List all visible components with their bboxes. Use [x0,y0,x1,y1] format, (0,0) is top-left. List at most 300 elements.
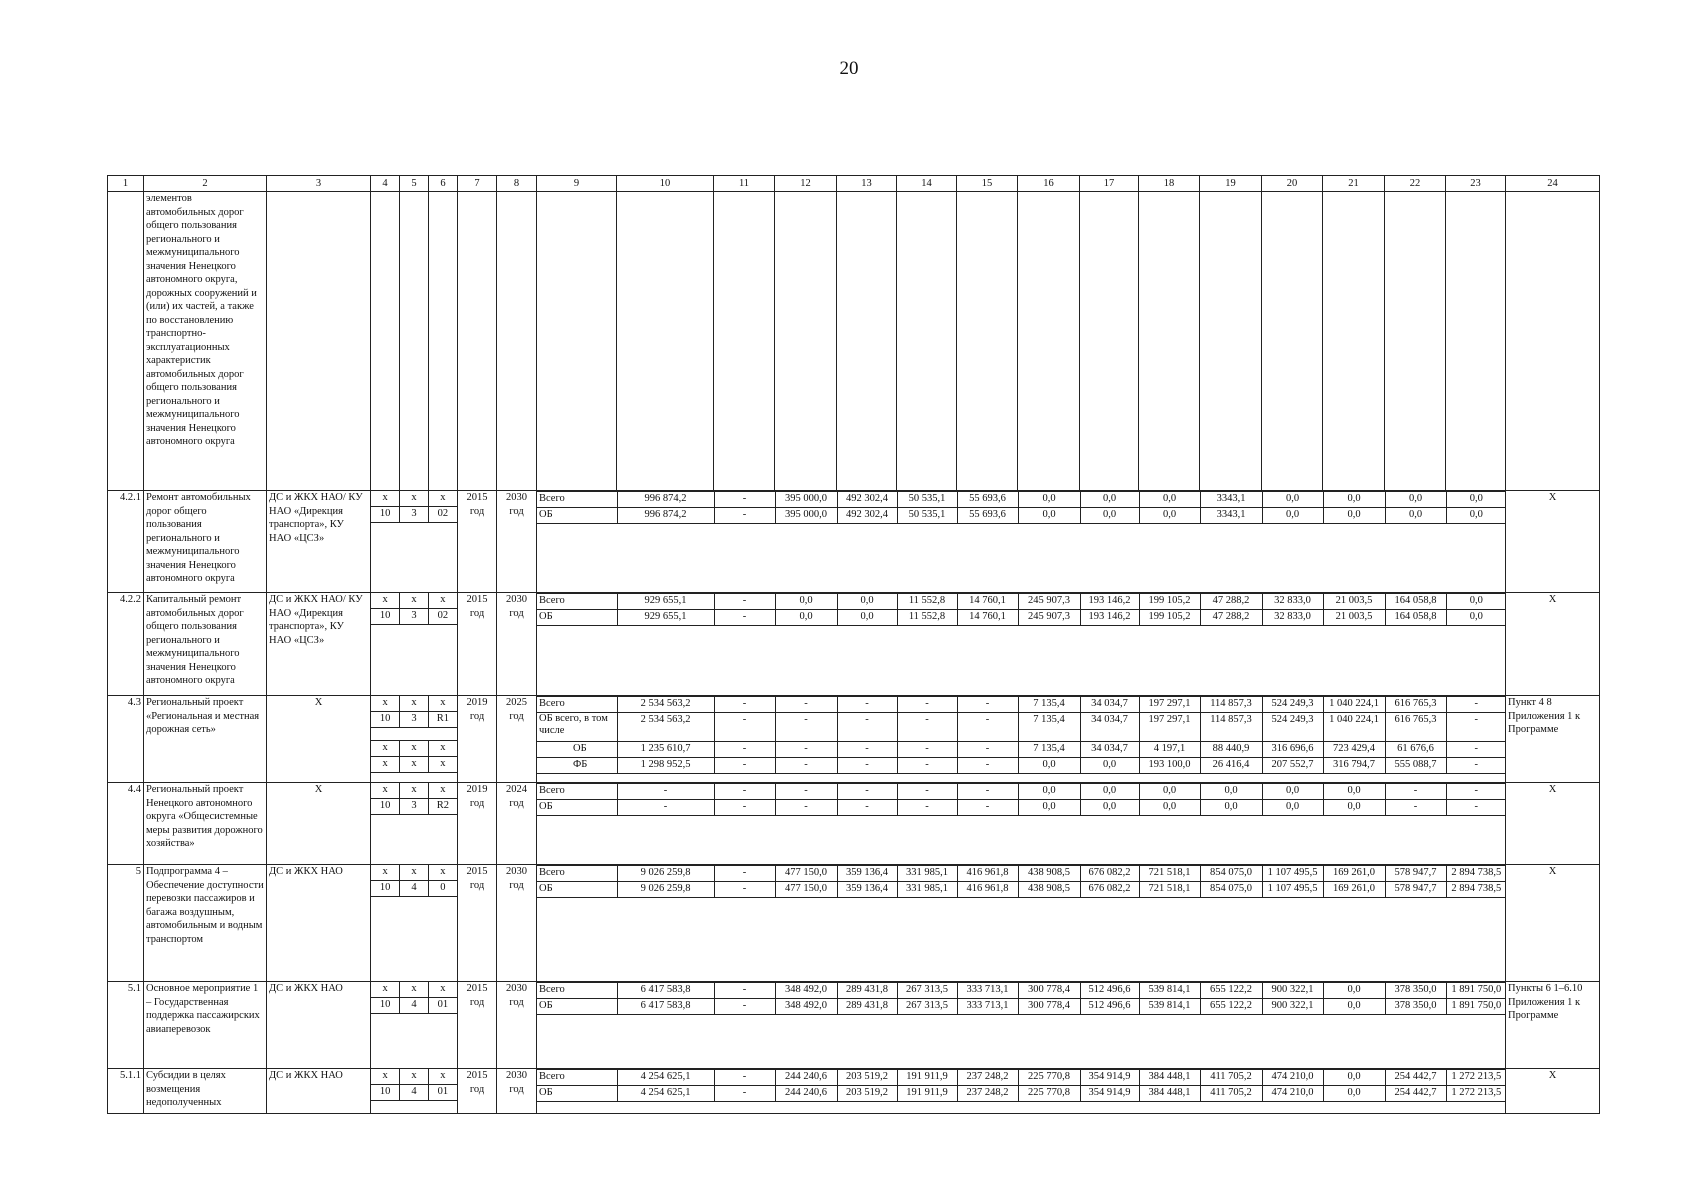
column-header: 3 [267,176,371,192]
page-number: 20 [839,58,859,79]
amount-value: - [957,800,1018,816]
amount-value: 0,0 [1323,983,1385,999]
funding-source-label: Всего [537,983,617,999]
amount-value: 55 693,6 [957,508,1018,524]
amount-value: - [897,800,957,816]
amount-value: - [775,713,837,742]
amount-value: 3343,1 [1200,508,1262,524]
column-header: 10 [617,176,714,192]
end-year: 2030 год [497,865,537,982]
amount-value: 50 535,1 [897,492,957,508]
budget-code: 02 [428,507,457,523]
amount-value: - [897,758,957,774]
amount-value: 555 088,7 [1385,758,1446,774]
amount-value: - [897,784,957,800]
amount-value: 474 210,0 [1262,1086,1323,1102]
amount-value: 477 150,0 [775,866,837,882]
budget-code: х [371,757,400,773]
amount-value: - [714,1086,775,1102]
budget-code: 02 [428,609,457,625]
column-header: 8 [497,176,537,192]
funding-source-label: Всего [537,784,617,800]
amount-value: 11 552,8 [897,594,957,610]
amount-value: - [837,758,897,774]
row-number: 4.2.2 [108,593,144,696]
amount-value: - [714,508,775,524]
amount-value: 0,0 [1200,784,1262,800]
amount-value: 4 254 625,1 [617,1086,714,1102]
column-header: 7 [458,176,497,192]
amount-value: 237 248,2 [957,1086,1018,1102]
amount-value: - [775,742,837,758]
start-year: 2019 год [458,696,497,783]
financing-cell [537,1069,1506,1114]
budget-code: х [400,783,429,799]
amount-value: 47 288,2 [1200,610,1262,626]
amount-value: 492 302,4 [837,508,897,524]
row-executor: ДС и ЖКХ НАО/ КУ НАО «Дирекция транспорта», КУ НАО «ЦСЗ» [267,593,371,696]
funding-source-label: ОБ всего, в том числе [537,713,617,742]
column-header: 1 [108,176,144,192]
amount-value: 359 136,4 [837,882,897,898]
budget-code: х [428,491,457,507]
row-note: Х [1506,593,1600,696]
row-executor: ДС и ЖКХ НАО/ КУ НАО «Дирекция транспорта», КУ НАО «ЦСЗ» [267,491,371,593]
budget-code: 10 [371,712,400,728]
amount-value: 4 197,1 [1139,742,1200,758]
amount-value: 384 448,1 [1139,1070,1200,1086]
financing-line [537,999,1506,1015]
end-year: 2030 год [497,491,537,593]
amount-value: 0,0 [1323,1070,1385,1086]
table-row [108,491,1600,593]
row-number: 4.3 [108,696,144,783]
row-executor: Х [267,696,371,783]
financing-line [537,594,1506,610]
budget-code: х [428,741,457,757]
amount-value: 193 146,2 [1080,610,1139,626]
financing-line [537,508,1506,524]
amount-value: 0,0 [1446,594,1506,610]
column-header: 9 [537,176,617,192]
amount-value: 1 272 213,5 [1446,1086,1506,1102]
amount-value: - [837,713,897,742]
amount-value: 0,0 [837,594,897,610]
amount-value: - [714,610,775,626]
amount-value: 164 058,8 [1385,610,1446,626]
budget-code: 3 [400,799,429,815]
amount-value: - [714,800,775,816]
amount-value: 203 519,2 [837,1070,897,1086]
budget-code: х [371,593,400,609]
budget-code: 10 [371,881,400,897]
amount-value: - [1446,800,1506,816]
budget-code: х [400,593,429,609]
amount-value: 578 947,7 [1385,866,1446,882]
amount-value: 4 254 625,1 [617,1070,714,1086]
row-name: Подпрограмма 4 – Обеспечение доступности перевозки пассажиров и багажа воздушным, автомобильным и водным транспортом [144,865,267,982]
amount-value: 1 107 495,5 [1262,882,1323,898]
amount-value: 225 770,8 [1018,1070,1080,1086]
budget-code: 4 [400,881,429,897]
amount-value: 34 034,7 [1080,742,1139,758]
column-header: 6 [429,176,458,192]
amount-value: 34 034,7 [1080,713,1139,742]
start-year: 2015 год [458,1069,497,1114]
funding-source-label: ОБ [537,610,617,626]
amount-value: 50 535,1 [897,508,957,524]
table-body [108,192,1600,1114]
amount-value: 0,0 [775,610,837,626]
amount-value: 0,0 [1139,492,1200,508]
table-row [108,696,1600,783]
amount-value: 34 034,7 [1080,697,1139,713]
amount-value: 0,0 [1080,508,1139,524]
header-row [108,176,1600,192]
amount-value: 0,0 [1323,784,1385,800]
amount-value: 331 985,1 [897,866,957,882]
amount-value: - [1385,784,1446,800]
amount-value: - [714,983,775,999]
column-header: 12 [775,176,837,192]
end-year: 2025 год [497,696,537,783]
financing-cell [537,865,1506,982]
amount-value: 225 770,8 [1018,1086,1080,1102]
financing-line [537,800,1506,816]
row-note: Х [1506,783,1600,865]
amount-value: - [714,866,775,882]
column-header: 17 [1080,176,1139,192]
budget-code: R1 [428,712,457,728]
amount-value: 524 249,3 [1262,697,1323,713]
amount-value: 333 713,1 [957,999,1018,1015]
amount-value: 578 947,7 [1385,882,1446,898]
funding-source-label: Всего [537,697,617,713]
row-executor: ДС и ЖКХ НАО [267,1069,371,1114]
row-number: 5 [108,865,144,982]
amount-value: 0,0 [1262,800,1323,816]
column-header: 14 [897,176,957,192]
amount-value: 169 261,0 [1323,866,1385,882]
row-name: Капитальный ремонт автомобильных дорог общего пользования регионального и межмуниципального значения Ненецкого автономного округа [144,593,267,696]
amount-value: 0,0 [1018,758,1080,774]
amount-value: - [897,742,957,758]
amount-value: 0,0 [1080,800,1139,816]
amount-value: - [1446,742,1506,758]
financing-line [537,758,1506,774]
amount-value: 11 552,8 [897,610,957,626]
amount-value: 237 248,2 [957,1070,1018,1086]
amount-value: 0,0 [1323,1086,1385,1102]
amount-value: 676 082,2 [1080,866,1139,882]
amount-value: 193 146,2 [1080,594,1139,610]
amount-value: 267 313,5 [897,999,957,1015]
end-year: 2030 год [497,1069,537,1114]
column-header: 18 [1139,176,1200,192]
row-executor: ДС и ЖКХ НАО [267,982,371,1069]
amount-value: 289 431,8 [837,999,897,1015]
amount-value: 395 000,0 [775,492,837,508]
amount-value: 0,0 [1446,508,1506,524]
amount-value: 14 760,1 [957,594,1018,610]
amount-value: 193 100,0 [1139,758,1200,774]
amount-value: 289 431,8 [837,983,897,999]
amount-value: 0,0 [1385,492,1446,508]
amount-value: 477 150,0 [775,882,837,898]
end-year: 2024 год [497,783,537,865]
amount-value: - [714,594,775,610]
amount-value: 0,0 [1080,784,1139,800]
amount-value: 7 135,4 [1018,713,1080,742]
amount-value: 0,0 [1262,492,1323,508]
amount-value: - [957,742,1018,758]
amount-value: 316 696,6 [1262,742,1323,758]
amount-value: - [957,758,1018,774]
amount-value: 1 107 495,5 [1262,866,1323,882]
amount-value: 114 857,3 [1200,697,1262,713]
amount-value: - [775,784,837,800]
funding-source-label: ОБ [537,1086,617,1102]
amount-value: - [617,800,714,816]
amount-value: 929 655,1 [617,594,714,610]
budget-codes-cell [371,865,458,982]
column-header: 21 [1323,176,1385,192]
budget-code: 10 [371,1085,400,1101]
amount-value: 416 961,8 [957,882,1018,898]
financing-cell [537,783,1506,865]
amount-value: - [897,697,957,713]
amount-value: - [617,784,714,800]
amount-value: 416 961,8 [957,866,1018,882]
financing-line [537,610,1506,626]
amount-value: 14 760,1 [957,610,1018,626]
budget-code: х [428,1069,457,1085]
amount-value: - [837,784,897,800]
amount-value: 0,0 [1323,508,1385,524]
budget-code: х [371,865,400,881]
amount-value: 354 914,9 [1080,1070,1139,1086]
budget-code: 0 [428,881,457,897]
row-number: 5.1.1 [108,1069,144,1114]
column-header: 19 [1200,176,1262,192]
budget-code: 3 [400,712,429,728]
amount-value: 191 911,9 [897,1070,957,1086]
budget-code: х [371,1069,400,1085]
amount-value: 331 985,1 [897,882,957,898]
amount-value: - [775,800,837,816]
amount-value: 0,0 [1323,800,1385,816]
amount-value: 359 136,4 [837,866,897,882]
table-row [108,865,1600,982]
amount-value: 254 442,7 [1385,1086,1446,1102]
amount-value: - [1446,758,1506,774]
amount-value: - [714,758,775,774]
budget-code: х [400,982,429,998]
amount-value: - [714,882,775,898]
start-year: 2015 год [458,865,497,982]
funding-source-label: ФБ [537,758,617,774]
amount-value: 378 350,0 [1385,999,1446,1015]
column-header: 22 [1385,176,1446,192]
table-row [108,783,1600,865]
amount-value: 1 272 213,5 [1446,1070,1506,1086]
budget-codes-cell [371,593,458,696]
funding-source-label: ОБ [537,508,617,524]
amount-value: 854 075,0 [1200,866,1262,882]
amount-value: 474 210,0 [1262,1070,1323,1086]
amount-value: 0,0 [1018,800,1080,816]
amount-value: 2 534 563,2 [617,697,714,713]
amount-value: - [714,492,775,508]
amount-value: 32 833,0 [1262,610,1323,626]
end-year: 2030 год [497,982,537,1069]
amount-value: 1 298 952,5 [617,758,714,774]
amount-value: 854 075,0 [1200,882,1262,898]
amount-value: 721 518,1 [1139,882,1200,898]
budget-code: х [400,757,429,773]
budget-code: х [371,696,400,712]
column-header: 2 [144,176,267,192]
amount-value: 316 794,7 [1323,758,1385,774]
table-row [108,593,1600,696]
row-note: Х [1506,1069,1600,1114]
amount-value: 900 322,1 [1262,999,1323,1015]
budget-code: х [371,491,400,507]
amount-value: - [775,758,837,774]
amount-value: 438 908,5 [1018,866,1080,882]
amount-value: 0,0 [1385,508,1446,524]
amount-value: 169 261,0 [1323,882,1385,898]
amount-value: 411 705,2 [1200,1086,1262,1102]
amount-value: 114 857,3 [1200,713,1262,742]
amount-value: 267 313,5 [897,983,957,999]
amount-value: 512 496,6 [1080,999,1139,1015]
amount-value: - [714,697,775,713]
amount-value: - [1385,800,1446,816]
row-executor: ДС и ЖКХ НАО [267,865,371,982]
amount-value: 245 907,3 [1018,610,1080,626]
amount-value: 0,0 [1018,508,1080,524]
budget-codes-cell [371,783,458,865]
amount-value: 721 518,1 [1139,866,1200,882]
funding-source-label: ОБ [537,742,617,758]
amount-value: 254 442,7 [1385,1070,1446,1086]
amount-value: 655 122,2 [1200,983,1262,999]
amount-value: 0,0 [1446,492,1506,508]
budget-code: х [400,491,429,507]
financing-cell [537,593,1506,696]
amount-value: 197 297,1 [1139,697,1200,713]
funding-source-label: ОБ [537,882,617,898]
amount-value: 0,0 [1323,492,1385,508]
amount-value: - [714,742,775,758]
funding-source-label: Всего [537,866,617,882]
amount-value: 32 833,0 [1262,594,1323,610]
row-number: 4.4 [108,783,144,865]
amount-value: 0,0 [775,594,837,610]
amount-value: 21 003,5 [1323,594,1385,610]
budget-code: 4 [400,998,429,1014]
amount-value: 300 778,4 [1018,999,1080,1015]
funding-source-label: Всего [537,594,617,610]
amount-value: 245 907,3 [1018,594,1080,610]
funding-source-label: ОБ [537,999,617,1015]
financing-line [537,882,1506,898]
amount-value: 929 655,1 [617,610,714,626]
row-note: Пункт 4 8 Приложения 1 к Программе [1506,696,1600,783]
funding-source-label: ОБ [537,800,617,816]
budget-code: 10 [371,507,400,523]
budget-codes-cell [371,491,458,593]
amount-value: 1 891 750,0 [1446,999,1506,1015]
budget-codes-cell [371,982,458,1069]
budget-code: R2 [428,799,457,815]
budget-codes-cell [371,1069,458,1114]
financing-line [537,866,1506,882]
financing-line [537,697,1506,713]
amount-value: 88 440,9 [1200,742,1262,758]
amount-value: 0,0 [1018,784,1080,800]
amount-value: 1 891 750,0 [1446,983,1506,999]
amount-value: 0,0 [1446,610,1506,626]
row-number: 4.2.1 [108,491,144,593]
amount-value: 1 235 610,7 [617,742,714,758]
amount-value: - [714,713,775,742]
amount-value: 378 350,0 [1385,983,1446,999]
amount-value: - [714,784,775,800]
amount-value: 676 082,2 [1080,882,1139,898]
amount-value: 395 000,0 [775,508,837,524]
amount-value: 7 135,4 [1018,742,1080,758]
row-number: 5.1 [108,982,144,1069]
budget-code: х [428,982,457,998]
funding-source-label: Всего [537,1070,617,1086]
row-name: Региональный проект «Региональная и местная дорожная сеть» [144,696,267,783]
amount-value: 0,0 [1139,800,1200,816]
amount-value: - [957,697,1018,713]
amount-value: 199 105,2 [1139,610,1200,626]
column-header: 20 [1262,176,1323,192]
amount-value: 539 814,1 [1139,999,1200,1015]
amount-value: - [837,742,897,758]
row-name: Основное мероприятие 1 – Государственная поддержка пассажирских авиаперевозок [144,982,267,1069]
amount-value: 0,0 [1262,508,1323,524]
end-year: 2030 год [497,593,537,696]
continuation-row [108,192,1600,491]
amount-value: 244 240,6 [775,1086,837,1102]
budget-table [107,175,1600,1114]
budget-code: 01 [428,1085,457,1101]
amount-value: - [775,697,837,713]
column-header: 4 [371,176,400,192]
amount-value: 900 322,1 [1262,983,1323,999]
financing-line [537,1070,1506,1086]
column-header: 24 [1506,176,1600,192]
amount-value: 492 302,4 [837,492,897,508]
financing-cell [537,491,1506,593]
amount-value: 300 778,4 [1018,983,1080,999]
budget-code: х [400,1069,429,1085]
financing-line [537,713,1506,742]
start-year: 2015 год [458,982,497,1069]
amount-value: 723 429,4 [1323,742,1385,758]
table-row [108,982,1600,1069]
amount-value: 7 135,4 [1018,697,1080,713]
financing-line [537,1086,1506,1102]
amount-value: 0,0 [1323,999,1385,1015]
amount-value: 2 894 738,5 [1446,882,1506,898]
amount-value: 199 105,2 [1139,594,1200,610]
